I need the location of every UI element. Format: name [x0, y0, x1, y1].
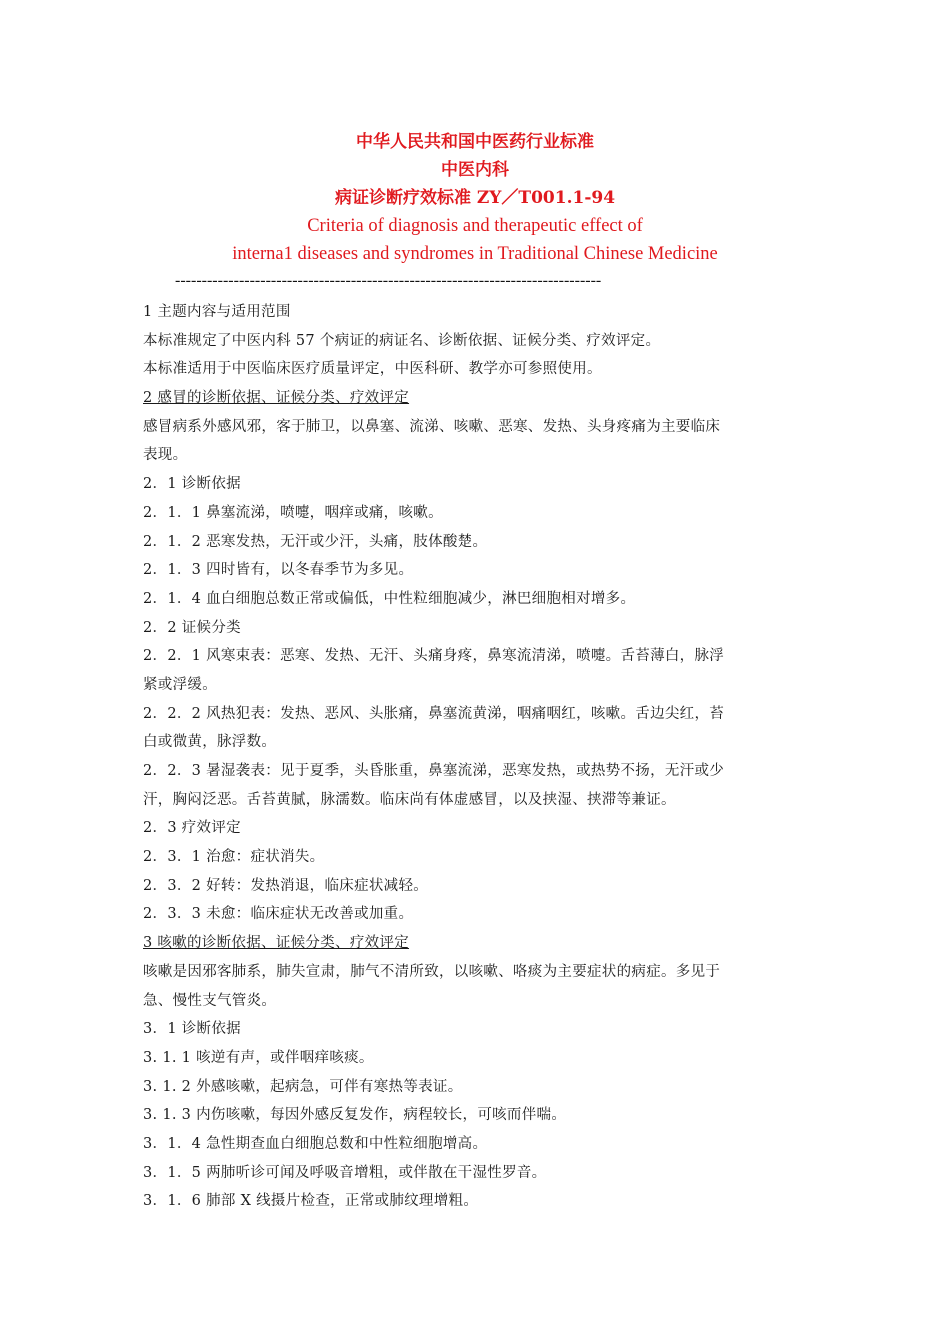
line-text: 2．2．3 暑湿袭表：见于夏季，头昏胀重，鼻塞流涕，恶寒发热，或热势不扬，无汗或少 — [143, 763, 725, 779]
dashed-divider: -------------------------------------------------------------------------------- — [175, 272, 602, 289]
paragraph-line — [143, 671, 803, 700]
paragraph-line — [143, 987, 803, 1016]
line-text: 急、慢性支气管炎。 — [143, 992, 277, 1009]
paragraph-line — [143, 958, 803, 987]
paragraph-line — [143, 413, 803, 442]
line-text: 3．1．4 急性期查血白细胞总数和中性粒细胞增高。 — [143, 1135, 488, 1152]
line-text: 2．1．3 四时皆有，以冬春季节为多见。 — [143, 562, 414, 579]
line-text: 2．1．2 恶寒发热，无汗或少汗，头痛，肢体酸楚。 — [143, 533, 488, 550]
line-text: 2．3．2 好转：发热消退，临床症状减轻。 — [143, 877, 429, 894]
line-text: 3．1 诊断依据 — [143, 1021, 241, 1038]
line-text: 3. 1. 1 咳逆有声，或伴咽痒咳痰。 — [143, 1049, 374, 1066]
line-text: 2．2．2 风热犯表：发热、恶风、头胀痛，鼻塞流黄涕，咽痛咽红，咳嗽。舌边尖红，苔 — [143, 705, 725, 722]
paragraph-line — [143, 355, 803, 384]
line-text: 2．3．1 治愈：症状消失。 — [143, 849, 325, 866]
paragraph-line — [143, 1073, 803, 1102]
line-text: 3．1．5 两肺听诊可闻及呼吸音增粗，或伴散在干湿性罗音。 — [143, 1164, 547, 1181]
paragraph-line — [143, 814, 803, 843]
paragraph-line — [143, 298, 803, 327]
document-body — [143, 298, 803, 1216]
line-text: 3. 1. 3 内伤咳嗽，每因外感反复发作，病程较长，可咳而伴喘。 — [143, 1107, 567, 1124]
document-header — [0, 128, 950, 294]
paragraph-line — [143, 441, 803, 470]
paragraph-line — [143, 614, 803, 643]
line-text: 2．2．1 风寒束表：恶寒、发热、无汗、头痛身疼，鼻寒流清涕，喷嚏。舌苔薄白，脉浮 — [143, 648, 725, 665]
english-title-line-2: interna1 diseases and syndromes in Traditional Chinese Medicine — [232, 244, 718, 264]
paragraph-line — [143, 1130, 803, 1159]
section-heading — [143, 384, 803, 413]
line-text: 2．3．3 未愈：临床症状无改善或加重。 — [143, 906, 414, 923]
line-text: 本标准适用于中医临床医疗质量评定，中医科研、教学亦可参照使用。 — [143, 361, 602, 378]
line-text: 汗，胸闷泛恶。舌苔黄腻，脉濡数。临床尚有体虚感冒，以及挟湿、挟滞等兼证。 — [143, 791, 676, 808]
section-heading — [143, 929, 803, 958]
line-text: 2．1．4 血白细胞总数正常或偏低，中性粒细胞减少，淋巴细胞相对增多。 — [143, 590, 636, 607]
paragraph-line — [143, 556, 803, 585]
paragraph-line — [143, 1101, 803, 1130]
paragraph-line — [143, 700, 803, 729]
department-title: 中医内科 — [441, 160, 509, 180]
paragraph-line — [143, 499, 803, 528]
paragraph-line — [143, 900, 803, 929]
line-text: 咳嗽是因邪客肺系，肺失宣肃，肺气不清所致，以咳嗽、咯痰为主要症状的病症。多见于 — [143, 963, 721, 980]
english-title-line-1: Criteria of diagnosis and therapeutic effect of — [307, 216, 643, 236]
paragraph-line — [143, 872, 803, 901]
paragraph-line — [143, 786, 803, 815]
paragraph-line — [143, 1044, 803, 1073]
paragraph-line — [143, 728, 803, 757]
paragraph-line — [143, 528, 803, 557]
paragraph-line — [143, 470, 803, 499]
standard-code-title: 病证诊断疗效标准 ZY／T001.1-94 — [334, 188, 616, 208]
paragraph-line — [143, 1015, 803, 1044]
paragraph-line — [143, 757, 803, 786]
line-text: 紧或浮缓。 — [143, 676, 217, 693]
paragraph-line — [143, 843, 803, 872]
paragraph-line — [143, 585, 803, 614]
paragraph-line — [143, 1187, 803, 1216]
paragraph-line — [143, 1159, 803, 1188]
line-text: 3. 1. 2 外感咳嗽，起病急，可伴有寒热等表证。 — [143, 1078, 463, 1095]
line-text: 2 感冒的诊断依据、证候分类、疗效评定 — [143, 390, 410, 407]
line-text: 2．1．1 鼻塞流涕，喷嚏，咽痒或痛，咳嗽。 — [143, 504, 443, 521]
line-text: 3．1．6 肺部 X 线摄片检查，正常或肺纹理增粗。 — [143, 1193, 479, 1210]
line-text: 1 主题内容与适用范围 — [143, 304, 291, 320]
line-text: 感冒病系外感风邪，客于肺卫，以鼻塞、流涕、咳嗽、恶寒、发热、头身疼痛为主要临床 — [143, 418, 721, 435]
standard-title: 中华人民共和国中医药行业标准 — [356, 132, 594, 152]
line-text: 表现。 — [143, 447, 188, 464]
line-text: 本标准规定了中医内科 57 个病证的病证名、诊断依据、证候分类、疗效评定。 — [143, 332, 661, 349]
line-text: 白或微黄，脉浮数。 — [143, 734, 277, 751]
line-text: 3 咳嗽的诊断依据、证候分类、疗效评定 — [143, 935, 410, 952]
paragraph-line — [143, 327, 803, 356]
line-text: 2．1 诊断依据 — [143, 476, 241, 493]
line-text: 2．3 疗效评定 — [143, 820, 241, 837]
paragraph-line — [143, 642, 803, 671]
line-text: 2．2 证候分类 — [143, 619, 241, 636]
